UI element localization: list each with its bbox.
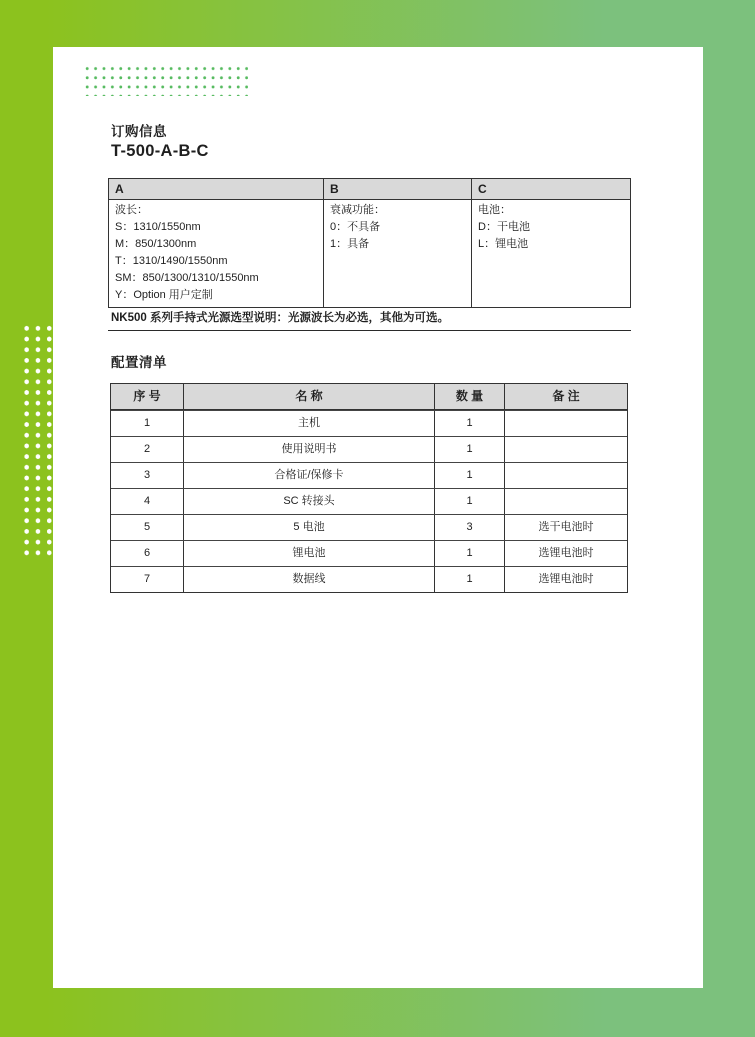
table-row (111, 436, 627, 462)
option-line: 1：具备 (330, 238, 370, 250)
ordering-header-cell-a: A (109, 179, 323, 200)
cell-qty: 1 (434, 463, 504, 488)
cell-name: SC 转接头 (183, 489, 434, 514)
option-line: 波长： (115, 204, 148, 216)
selection-note: NK500 系列手持式光源选型说明：光源波长为必选，其他为可选。 (108, 307, 631, 331)
cell-qty: 1 (434, 541, 504, 566)
option-line: 0：不具备 (330, 221, 381, 233)
cell-name: 数据线 (183, 567, 434, 592)
table-row (111, 462, 627, 488)
model-code: T-500-A-B-C (111, 142, 209, 160)
cell-name: 主机 (183, 411, 434, 436)
document-page (53, 47, 703, 988)
config-table (110, 383, 628, 593)
ordering-header-cell-c: C (471, 179, 630, 200)
option-line: 电池： (478, 204, 511, 216)
ordering-table (108, 178, 631, 308)
option-line: Y：Option 用户定制 (115, 289, 213, 301)
table-row (111, 514, 627, 540)
option-line: 衰减功能： (330, 204, 385, 216)
cell-no: 7 (143, 573, 151, 585)
cell-name: 5 电池 (183, 515, 434, 540)
option-line: S：1310/1550nm (115, 221, 201, 233)
table-row (111, 540, 627, 566)
ordering-table-header-row (109, 179, 630, 200)
table-row (111, 488, 627, 514)
cell-name: 合格证/保修卡 (183, 463, 434, 488)
section-title-config: 配置清单 (111, 355, 167, 370)
config-header-remark: 备 注 (504, 384, 627, 409)
cell-no: 2 (143, 443, 151, 455)
config-header-qty: 数 量 (434, 384, 504, 409)
table-row (111, 566, 627, 592)
cell-no: 6 (143, 547, 151, 559)
option-line: L：锂电池 (478, 238, 529, 250)
ordering-table-body-row (109, 200, 630, 307)
cell-qty: 1 (434, 411, 504, 436)
cell-qty: 1 (434, 437, 504, 462)
cell-remark: 选锂电池时 (504, 541, 627, 566)
section-title-ordering: 订购信息 (111, 124, 167, 139)
left-dot-grid-decoration (20, 322, 56, 560)
cell-name: 使用说明书 (183, 437, 434, 462)
ordering-header-cell-b: B (323, 179, 471, 200)
option-line: T：1310/1490/1550nm (115, 255, 228, 267)
config-header-no: 序 号 (111, 384, 183, 409)
table-row (111, 410, 627, 436)
cell-remark: 选干电池时 (504, 515, 627, 540)
cell-remark (504, 489, 627, 514)
ordering-cell-attenuation (323, 200, 471, 307)
cell-no: 1 (143, 417, 151, 429)
top-dot-grid-decoration (82, 63, 248, 96)
cell-remark: 选锂电池时 (504, 567, 627, 592)
cell-no: 4 (143, 495, 151, 507)
config-table-header-row (111, 384, 627, 410)
cell-qty: 1 (434, 567, 504, 592)
ordering-cell-battery (471, 200, 630, 307)
cell-remark (504, 463, 627, 488)
cell-qty: 1 (434, 489, 504, 514)
cell-no: 3 (143, 469, 151, 481)
cell-qty: 3 (434, 515, 504, 540)
option-line: D：干电池 (478, 221, 530, 233)
config-header-name: 名 称 (183, 384, 434, 409)
cell-no: 5 (143, 521, 151, 533)
cell-remark (504, 411, 627, 436)
ordering-cell-wavelength (109, 200, 323, 307)
option-line: SM：850/1300/1310/1550nm (115, 272, 259, 284)
option-line: M：850/1300nm (115, 238, 197, 250)
cell-name: 锂电池 (183, 541, 434, 566)
cell-remark (504, 437, 627, 462)
